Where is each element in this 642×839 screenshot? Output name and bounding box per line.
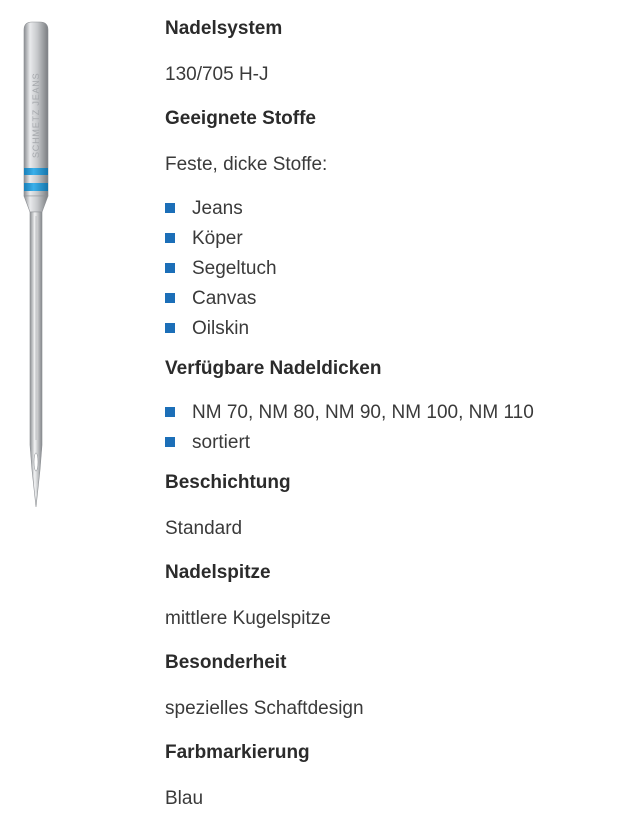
list-item: Köper [165,224,625,254]
fabric-list [165,194,625,344]
heading-farbmarkierung: Farbmarkierung [165,742,310,763]
heading-nadelspitze: Nadelspitze [165,562,271,583]
heading-beschichtung: Beschichtung [165,472,291,493]
value-beschichtung: Standard [165,518,243,539]
square-bullet-icon [165,437,175,447]
list-item: Jeans [165,194,625,224]
heading-nadelsystem: Nadelsystem [165,18,283,39]
list-item: NM 70, NM 80, NM 90, NM 100, NM 110 [165,398,625,428]
value-geeignete-stoffe: Feste, dicke Stoffe: [165,154,328,175]
value-besonderheit: spezielles Schaftdesign [165,698,364,719]
list-item: Segeltuch [165,254,625,284]
heading-geeignete-stoffe: Geeignete Stoffe [165,108,316,129]
square-bullet-icon [165,263,175,273]
square-bullet-icon [165,323,175,333]
square-bullet-icon [165,233,175,243]
sewing-needle-icon [18,20,54,510]
square-bullet-icon [165,407,175,417]
heading-besonderheit: Besonderheit [165,652,287,673]
heading-verfuegbare-nadeldicken: Verfügbare Nadeldicken [165,358,382,379]
needle-spec-sheet [165,16,625,812]
list-item: Oilskin [165,314,625,344]
needle-size-list [165,398,625,458]
list-item: sortiert [165,428,625,458]
value-farbmarkierung: Blau [165,788,204,809]
square-bullet-icon [165,203,175,213]
needle-illustration [18,20,54,510]
needle-brand-label: SCHMETZ JEANS [31,72,41,158]
value-nadelspitze: mittlere Kugelspitze [165,608,331,629]
value-nadelsystem: 130/705 H-J [165,64,269,85]
square-bullet-icon [165,293,175,303]
list-item: Canvas [165,284,625,314]
